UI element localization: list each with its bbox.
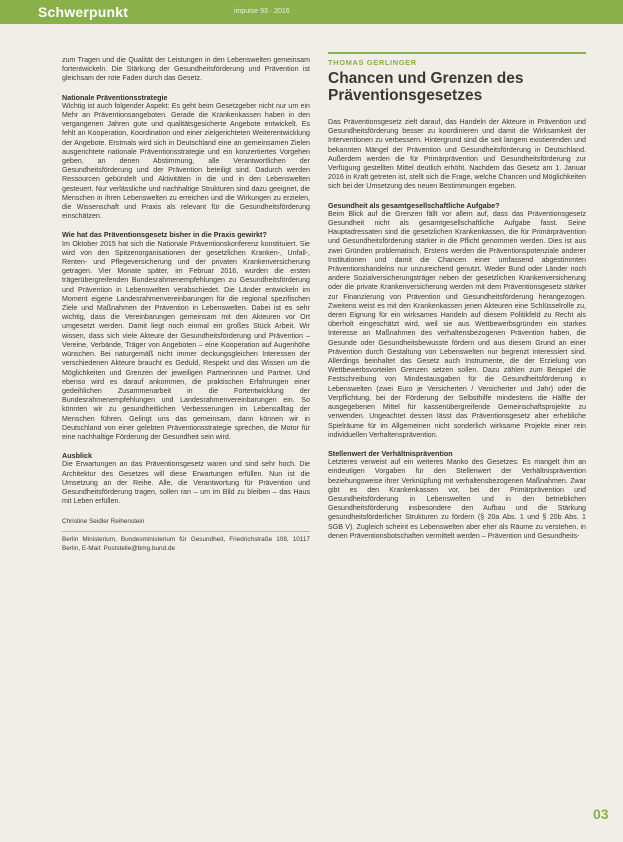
heading-practice: Wie hat das Präventionsgesetz bisher in die Praxis gewirkt?: [62, 230, 267, 240]
paragraph-practice: Im Oktober 2015 hat sich die Nationale Präventionskonferenz konstituiert. Sie wird von den Spitzenorganisationen der gesetzlichen Kranken-, Unfall-, Renten- und Pflegeversicherung und der privaten Krankenversicherung getragen. Vier Monate später, im Februar 2016, wurden die ersten trägerübergreifenden Bundesrahmenempfehlungen zu Gesundheitsförderung und Prävention in Lebenswelten verabschiedet. Die Länder entwickeln im Moment eigene Landesrahmenvereinbarungen für die regional spezifischen Ziele und Maßnahmen der Prävention in Lebenswelten. Dabei ist es sehr wichtig, dass die Vereinbarungen gemeinsam mit den Akteuren vor Ort umgesetzt werden. Damit liegt noch einmal ein großes Stück Arbeit. Wir wissen, dass sich viele Akteure der Gesundheitsförderung und Prävention – Vereine, Verbände, Träger von Angeboten – eine Kooperation auf Augenhöhe wünschen. Bei naturgemäß nicht immer deckungsgleichen Interessen der verschiedenen Akteure braucht es Geduld, Respekt und das Wissen um die Möglichkeiten und Grenzen der jeweiligen Partnerinnen und Partner. Und ebenso wird es darauf ankommen, die praktischen Erfahrungen einer gedeihlichen Zusammenarbeit in die Fortentwicklung der Bundesrahmenempfehlungen und Landesrahmenvereinbarungen ein. So könnten wir zu gesundheitlichen Verbesserungen im Lebensalltag der Menschen führen. Gelingt uns das gemeinsam, dann können wir in Deutschland von einer gelebten Präventionsstrategie sprechen, die Motor für eine nachhaltige Förderung der Gesundheit sein wird.: [62, 239, 310, 441]
heading-society-task: Gesundheit als gesamtgesellschaftliche Aufgabe?: [328, 200, 500, 210]
heading-outlook: Ausblick: [62, 451, 92, 461]
paragraph-outlook: Die Erwartungen an das Präventionsgesetz waren und sind sehr hoch. Die Architektur des Gesetzes will diese Erwartungen erfüllen. Nun ist die Umsetzung an der Reihe. Alle, die Verantwortung für Prävention und Gesundheitsförderung tragen, sollen ran – um im Bild zu bleiben – das Haus mit Leben erfüllen.: [62, 460, 310, 506]
paragraph-lead: Das Präventionsgesetz zielt darauf, das Handeln der Akteure in Prävention und Gesundheitsförderung besser zu koordinieren und damit die Wirksamkeit der Interventionen zu verbessern. Hintergrund sind die seit langem existierenden und bekannten Mängel der Prävention und Gesundheitsförderung in Deutschland. Außerdem werden die für Primärprävention und Gesundheitsförderung zur Verfügung gestellten Mittel deutlich erhöht. Nachdem das Gesetz am 1. Januar 2016 in Kraft getreten ist, stellt sich die Frage, welche Chancen und Möglichkeiten sich bei der Umsetzung des neuen Bestimmungen ergeben.: [328, 118, 586, 191]
left-column: [62, 56, 310, 553]
contact-divider: [62, 531, 310, 532]
right-column: [328, 118, 586, 550]
contact-block: [62, 518, 310, 553]
article-rule: [328, 52, 586, 54]
intro-paragraph: zum Tragen und die Qualität der Leistungen in den Lebenswelten gemeinsam fortentwickeln. Die Stärkung der Gesundheitsförderung und Prävention ist gleichsam der rote Faden durch das Gesetz.: [62, 56, 310, 83]
contact-address: Berlin Ministerium, Bundesministerium für Gesundheit, Friedrichstraße 108, 10117 Berlin, E-Mail: Poststelle@bmg.bund.de: [62, 535, 310, 552]
page-number: 03: [593, 806, 609, 822]
heading-conditions-prevention: Stellenwert der Verhältnisprävention: [328, 448, 453, 458]
paragraph-conditions-prevention: Letzteres verweist auf ein weiteres Manko des Gesetzes: Es mangelt ihm an eindeutigen Vorgaben für den Stellenwert der Verhältnisprävention beziehungsweise ihrer Verknüpfung mit verhaltensbezogenen Maßnahmen. Zwar gibt es den Krankenkassen vor, bei der Primärprävention und Gesundheitsförderung in Lebenswelten und in den betrieblichen Gesundheitsförderung insbesondere den Aufbau und die Stärkung gesundheitsförderlicher Strukturen zu fördern (§ 20a Abs. 1 und § 20b Abs. 1 SGB V). Zugleich scheint es Lebenswelten aber eher als Räume zu verstehen, in denen Präventionsbotschaften vermittelt werden – Prävention und Gesundheits-: [328, 458, 586, 540]
paragraph-national-strategy: Wichtig ist auch folgender Aspekt: Es geht beim Gesetzgeber nicht nur um ein Mehr an Präventionsangeboten. Gerade die Krankenkassen haben in den vergangenen Jahren gute und qualitätsgesicherte Angebote entwickelt. Es fehlt an Kooperation, Koordination und einer zielgerichteten Weiterentwicklung der Angebote. Erstmals wird sich in Deutschland eine an gemeinsamen Zielen ausgerichtete nationale Präventionsstrategie und ein konzertiertes Vorgehen geben, an denen Abstimmung, alle Verantwortlichen der Gesundheitsförderung und der Prävention beteiligt sind. Dadurch werden Ressourcen gebündelt und Aktivitäten in die und in den Lebenswelten gesteuert. Nur verlässliche und nachhaltige Strukturen sind dazu geeignet, die Menschen in ihren Lebenswelten zu erreichen und die Wirkungen zu erzielen, die Wissenschaft und Praxis als relevant für die Gesundheitsförderung einschätzen.: [62, 101, 310, 221]
heading-national-strategy: Nationale Präventionsstrategie: [62, 92, 168, 102]
paragraph-society-task: Beim Blick auf die Grenzen fällt vor allem auf, dass das Präventionsgesetz Gesundheit nicht als gesamtgesellschaftliche Aufgabe fasst. Seine Hauptadressaten sind die gesetzlichen Krankenkassen, die für Primärprävention und Gesundheitsförderung stärker in die Pflicht genommen werden. Dies ist aus zwei Gründen problematisch. Erstens werden die Präventionspotenziale anderer Institutionen und damit die Chancen einer umfassend abgestimmten Präventionshandelns nur unzureichend genutzt. Weder Bund oder Länder noch andere Sozialversicherungsträger neben der gesetzlichen Krankenversicherung oder die private Krankenversicherung werden mit dem Präventionsgesetz stärker zur Finanzierung von Prävention und Gesundheitsförderung herangezogen. Zweitens weist es mit den Krankenkassen jenen Akteuren eine Schlüsselrolle zu, deren Eignung für ein wirksames Handeln auf diesem Politikfeld zu Recht als überholt eingeschätzt wird, weil sie aus Wettbewerbsgründen ein starkes Interesse an Maßnahmen des verhaltensbezogenen Prävention haben, die Gesunde oder Gesundheitsbewusste fördern und aus diesem Grund an einer Prävention durch Gestaltung von Lebenswelten nur begrenzt interessiert sind. Allerdings beinhaltet das Gesetz auch Instrumente, die der Erzielung von Wettbewerbsvorteilen Grenzen setzen sollen. Dazu zählen zum Beispiel die Festschreibung von Mindestausgaben für die Gesundheitsförderung in Lebenswelten (zwei Euro je Versicherten / Versicherter und Jahr) oder die Verpflichtung, bei der Förderung der Selbsthilfe mindestens die Hälfte der ausgegebenen Mittel für kassenübergreifende Gemeinschaftsprojekte zu verwenden. Ungeachtet dessen lässt das Präventionsgesetz aber erhebliche Spielräume für im Allgemeinen nicht sonderlich wirksame Projekte einer rein individuellen Verhaltensprävention.: [328, 209, 586, 439]
contact-name: Christine Seidler Reihenstein: [62, 518, 145, 526]
section-header-band: [0, 0, 623, 24]
article-author: THOMAS GERLINGER: [328, 58, 417, 67]
section-title: Schwerpunkt: [38, 4, 129, 20]
issue-tag: impulse 93 · 2016: [234, 8, 290, 15]
article-title: Chancen und Grenzen des Präventionsgesetzes: [328, 70, 524, 104]
